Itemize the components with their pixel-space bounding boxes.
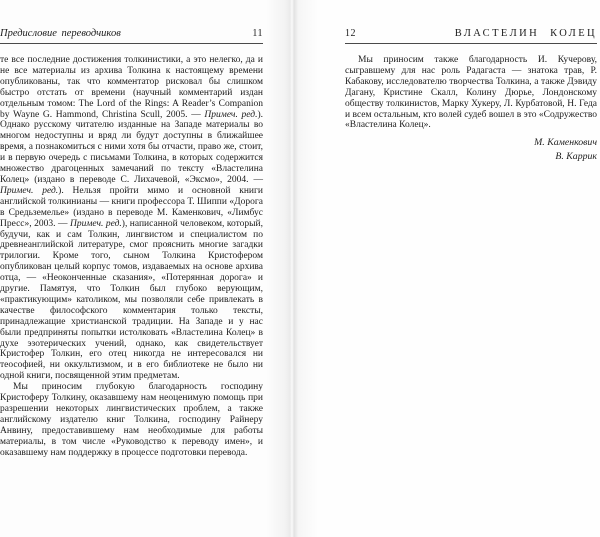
page-right	[292, 0, 600, 537]
running-title-right: ВЛАСТЕЛИН КОЛЕЦ	[454, 28, 597, 39]
page-header-right	[345, 28, 597, 44]
page-left	[0, 0, 292, 537]
signature-line: В. Каррик	[555, 150, 597, 162]
paragraph: Мы приносим также благодарность И. Кучерову, сыгравшему для нас роль Радагаста — знатока трав, Р. Кабакову, исследователю творчества Толкина, а также Дэвиду Дагану, Кристине Скалл, Колину Дюрье, Лондонскому обществу толкинистов, Марку Хукеру, Л. Курбатовой, Н. Геда и всем остальным, кто волей судеб вошел в это «Содружество «Властелина Колец».	[345, 55, 597, 131]
paragraph: те все последние достижения толкинистики, а это нелегко, да и не все материалы из архива Толкина к настоящему времени опубликованы, так что комментатор рисковал бы слишком быстро отстать от времени (научный комментарий издан отдельным томом: The Lord of the Rings: A Reader’s Companion by Wayne G. Hammond, Christina Scull, 2005. — Примеч. ред.). Однако русскому читателю изданные на Западе материалы во многом недоступны и вряд ли будут доступны в ближайшее время, а познакомиться с ними хотя бы отчасти, право же, стоит, и в первую очередь с письмами Толкина, в которых содержится множество драгоценных замечаний по тексту «Властелина Колец» (издано в переводе С. Лихачевой, «Эксмо», 2004. — Примеч. ред.). Нельзя пройти мимо и основной книги английской толкинианы — книги профессора Т. Шиппи «Дорога в Средьземелье» (издано в переводе М. Каменкович, «Лимбус Пресс», 2003. — Примеч. ред.), написанной человеком, который, будучи, как и сам Толкин, лингвистом и специалистом по древнеанглийской литературе, смог прояснить многие загадки трилогии. Кроме того, сыном Толкина Кристофером опубликован целый корпус томов, издаваемых на основе архива отца, — «Неоконченные сказания», «Потерянная дорога» и другие. Памятуя, что Толкин был глубоко верующим, «практикующим» католиком, мы позволяли себе привлекать в качестве философского комментария только тексты, принадлежащие христианской традиции. На Западе и у нас были предприняты попытки истолковать «Властелина Колец» в духе эзотерических учений, однако, как свидетельствует Кристофер Толкин, его отец никогда не интересовался ни теософией, ни оккультизмом, и в его библиотеке не было ни одной книги, посвященной этим предметам.	[0, 55, 264, 382]
paragraph: Мы приносим глубокую благодарность господину Кристоферу Толкину, оказавшему нам неоценимую помощь при разрешении некоторых лингвистических проблем, а также английскому издателю книг Толкина, господину Райнеру Анвину, предоставившему нам необходимые для работы материалы, в том числе «Руководство к переводу имен», и оказавшему нам поддержку в процессе подготовки перевода.	[0, 382, 263, 458]
page-number-left: 11	[252, 28, 263, 39]
translators-signature	[345, 136, 597, 163]
page-number-right: 12	[345, 28, 356, 39]
signature-line: М. Каменкович	[534, 137, 597, 149]
page-header-left	[0, 28, 263, 44]
running-title-left: Предисловие переводчиков	[0, 28, 121, 39]
page-body-left	[0, 55, 263, 459]
page-body-right	[345, 55, 597, 131]
